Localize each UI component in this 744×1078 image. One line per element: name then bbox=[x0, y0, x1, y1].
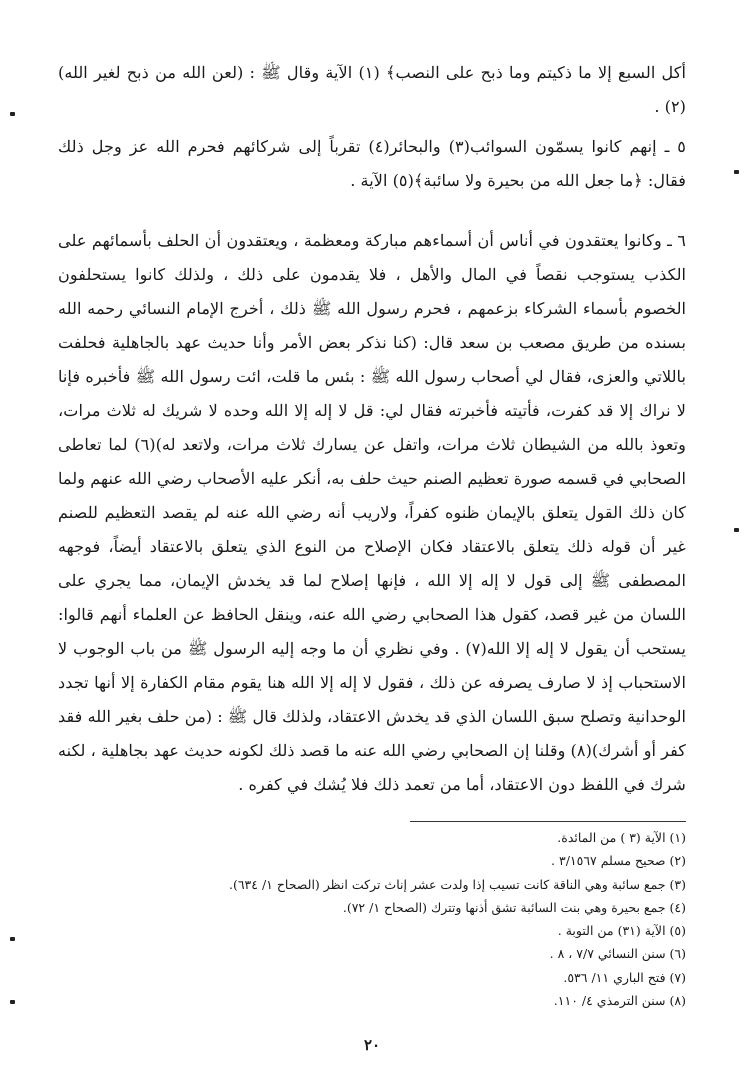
footnote-7: (٧) فتح الباري ١١/ ٥٣٦. bbox=[563, 969, 686, 985]
footnote-3: (٣) جمع سائبة وهي الناقة كانت تسيب إذا ولدت عشر إناث تركت انظر (الصحاح ١/ ٦٣٤). bbox=[228, 876, 686, 892]
page-number: ٢٠ bbox=[363, 1036, 381, 1054]
footnote-4: (٤) جمع بحيرة وهي بنت السائبة تشق أذنها وتترك (الصحاح ١/ ٧٢). bbox=[342, 899, 686, 915]
main-text bbox=[58, 56, 686, 802]
footnotes bbox=[58, 826, 686, 1012]
scan-mark bbox=[10, 112, 15, 116]
footnote-5: (٥) الآية (٣١) من التوبة . bbox=[557, 923, 686, 939]
footnote-6: (٦) سنن النسائي ٧/٧ ، ٨ . bbox=[549, 946, 686, 962]
footnote-1: (١) الآية (٣ ) من المائدة. bbox=[557, 830, 686, 845]
footnote-2: (٢) صحيح مسلم ٣/١٥٦٧ . bbox=[551, 853, 686, 869]
spacer bbox=[58, 198, 686, 224]
paragraph-2: ٥ ـ إنهم كانوا يسمّون السوائب(٣) والبحائر(٤) تقرباً إلى شركائهم فحرم الله عز وجل ذلك فقال: ﴿ما جعل الله من بحيرة ولا سائبة﴾(٥) الآية . bbox=[58, 137, 686, 190]
paragraph-1: أكل السبع إلا ما ذكيتم وما ذبح على النصب﴾ (١) الآية وقال ﷺ : (لعن الله من ذبح لغير الله)(٢) . bbox=[58, 63, 686, 116]
footnote-8: (٨) سنن الترمذي ٤/ ١١٠. bbox=[553, 993, 686, 1009]
paragraph-3: ٦ ـ وكانوا يعتقدون في أناس أن أسماءهم مباركة ومعظمة ، ويعتقدون أن الحلف بأسمائهم على الكذب يستوجب نقصاً في المال والأهل ، فلا يقدمون على ذلك ، ولذلك كانوا يستحلفون الخصوم بأسماء الشركاء بزعمهم ، فحرم رسول الله ﷺ ذلك ، أخرج الإمام النسائي رحمه الله بسنده من طريق مصعب بن سعد قال: (كنا نذكر بعض الأمر وأنا حديث عهد بالجاهلية فحلفت باللاتي والعزى، فقال لي أصحاب رسول الله ﷺ : بئس ما قلت، ائت رسول الله ﷺ فأخبره فإنا لا نراك إلا قد كفرت، فأتيته فأخبرته فقال لي: قل لا إله إلا الله وحده لا شريك له ثلاث مرات، وتعوذ بالله من الشيطان ثلاث مرات، واتفل عن يسارك ثلاث مرات، ولاتعد له)(٦) لما تعاطى الصحابي في قسمه صورة تعظيم الصنم حيث حلف به، أنكر عليه الأصحاب رضي الله عنهم ولما كان ذلك القول يتعلق بالإيمان ظنوه كفراً، ولاريب أنه رضي الله عنه لم يقصد التعظيم للصنم غير أن قوله ذلك يتعلق بالاعتقاد فكان الإصلاح من النوع الذي يتعلق بالاعتقاد أيضاً، فوجهه المصطفى ﷺ إلى قول لا إله إلا الله ، فإنها إصلاح لما قد يخدش الإيمان، مما يجري على اللسان من غير قصد، كقول هذا الصحابي رضي الله عنه، وينقل الحافظ عن العلماء أنهم قالوا: يستحب أن يقول لا إله إلا الله(٧) . وفي نظري أن ما وجه إليه الرسول ﷺ من باب الوجوب لا الاستحباب إذ لا صارف يصرفه عن ذلك ، فقول لا إله إلا الله هنا يقوم مقام الكفارة إلا أنها تجدد الوحدانية وتصلح سبق اللسان الذي قد يخدش الاعتقاد، ولذلك قال ﷺ : (من حلف بغير الله فقد كفر أو أشرك)(٨) وقلنا إن الصحابي رضي الله عنه ما قصد ذلك لكونه حديث عهد بجاهلية ، لكنه شرك في اللفظ دون الاعتقاد، أما من تعمد ذلك فلا يُشك في كفره . bbox=[58, 231, 687, 794]
scan-mark bbox=[734, 170, 739, 174]
scan-mark bbox=[734, 528, 739, 532]
footnote-separator bbox=[410, 821, 686, 822]
scan-mark bbox=[10, 1000, 15, 1004]
scan-mark bbox=[10, 937, 15, 941]
